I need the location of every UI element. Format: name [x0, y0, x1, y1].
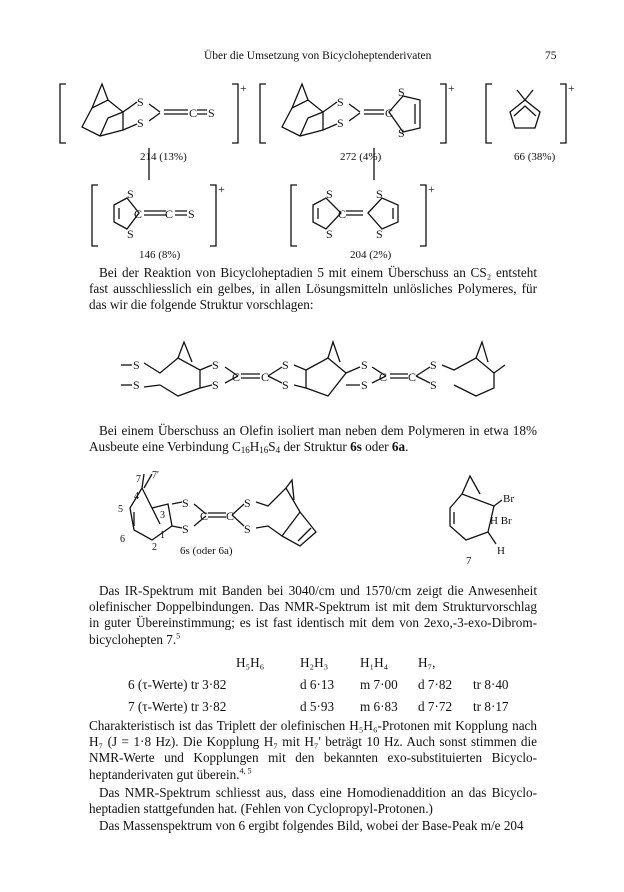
page-number: 75 [545, 50, 557, 62]
ion4-atom-s1: S [127, 187, 134, 201]
ion5-atom-s4: S [376, 227, 383, 241]
ion5-charge: + [428, 182, 435, 196]
nmr-row1-cell: d 6·13 [300, 677, 335, 692]
ion1-atom-s3: S [208, 106, 215, 120]
struct6-num-6: 6 [120, 534, 125, 545]
nmr-header-h2h3: H₂H₃ [300, 655, 329, 670]
ion4-charge: + [218, 182, 225, 196]
polymer-s2: S [133, 378, 140, 392]
struct6-num-4: 4 [134, 491, 139, 502]
struct6-num-5: 5 [118, 504, 123, 515]
ion2-atom-s2: S [337, 116, 344, 130]
polymer-s9: S [430, 358, 437, 372]
ion5-mz-label: 204 (2%) [350, 249, 392, 261]
nmr-row2-cell: d 5·93 [300, 699, 335, 714]
nmr-row2-cell: m 6·83 [360, 699, 398, 714]
struct6-num-1: 1 [160, 530, 165, 541]
ion2-atom-s4: S [398, 126, 405, 140]
ion5-atom-s2: S [326, 227, 333, 241]
polymer-s8: S [361, 378, 368, 392]
ion4-atom-c2: C [165, 207, 174, 221]
ion1-atom-c: C [189, 106, 198, 120]
struct7-h: H [497, 545, 505, 557]
polymer-s10: S [430, 378, 437, 392]
ion2-atom-s1: S [337, 95, 344, 109]
ion4-atom-c1: C [134, 207, 143, 221]
polymer-c3: C [379, 370, 388, 384]
polymer-s1: S [133, 358, 140, 372]
paragraph-polymer: Bei der Reaktion von Bicycloheptadien 5 mit einem Überschuss an CS₂ entsteht fast ausschliesslich ein gelbes, in allen Lösungsmitteln unlösliches Polymeres, für das wir die folgende Struktur vorschlagen: [89, 265, 537, 313]
polymer-structure [0, 338, 624, 406]
paragraph-mass-spectrum: Das Massenspektrum von 6 ergibt folgendes Bild, wobei der Base-Peak m/e 204 [99, 818, 524, 833]
ion2-charge: + [448, 81, 455, 95]
running-title: Über die Umsetzung von Bicycloheptenderivaten [204, 50, 432, 62]
paragraph-homodien: Das NMR-Spektrum schliesst aus, dass eine Homodienaddition an das Bicyclo-heptadien stattgefunden hat. (Fehlen von Cyclopropyl-Protonen.) [89, 785, 537, 817]
struct6-num-3: 3 [160, 510, 165, 521]
struct7-h-br: H Br [490, 515, 512, 527]
fragmentation-scheme [0, 0, 624, 265]
polymer-s5: S [282, 358, 289, 372]
polymer-s7: S [361, 358, 368, 372]
struct6-s3: S [244, 496, 251, 510]
nmr-header-h7: H₇, [418, 655, 436, 670]
ion5-atom-s3: S [376, 187, 383, 201]
nmr-row1-cell: m 7·00 [360, 677, 398, 692]
nmr-row2-label: 7 (τ-Werte) tr 3·82 [128, 699, 227, 714]
polymer-s4: S [212, 378, 219, 392]
nmr-row2-cell: d 7·72 [418, 699, 453, 714]
paragraph-coupling: Charakteristisch ist das Triplett der olefinischen H₅H₆-Protonen mit Kopplung nach H₇ (J = 1·8 Hz). Die Kopplung H₇ mit H₇' beträgt 10 Hz. Auch sonst stimmen die NMR-Werte und Kopplungen mit den bekannten exo-substituierten Bicyclo-heptanderivaten gut überein.$^{4, 5}$ [89, 718, 537, 782]
struct6-num-2: 2 [152, 542, 157, 553]
ion3-mz-label: 66 (38%) [514, 151, 556, 163]
polymer-s3: S [212, 358, 219, 372]
ion2-atom-s3: S [398, 85, 405, 99]
struct7-label: 7 [466, 555, 472, 567]
struct6-num-7prime: 7' [152, 470, 159, 481]
struct6-caption: 6s (oder 6a) [180, 545, 233, 557]
paragraph-olefin: Bei einem Überschuss an Olefin isoliert man neben dem Polymeren in etwa 18% Ausbeute eine Verbindung $C_{16}H_{16}S_4$ der Struktur 6s oder 6a. [89, 423, 537, 456]
ion5-atom-s1: S [326, 187, 333, 201]
struct6-s1: S [182, 496, 189, 510]
struct6-s2: S [182, 522, 189, 536]
ion2-atom-c: C [385, 106, 394, 120]
ion1-atom-s1: S [137, 95, 144, 109]
struct6-c2: C [226, 509, 235, 523]
struct7-br1: Br [503, 493, 514, 505]
struct6-num-7: 7 [136, 474, 141, 485]
ion1-atom-s2: S [137, 116, 144, 130]
nmr-row2-cell: tr 8·17 [473, 699, 509, 714]
polymer-c2: C [261, 370, 270, 384]
struct6-c1: C [200, 509, 209, 523]
struct6-s4: S [244, 522, 251, 536]
nmr-header-h1h4: H₁H₄ [360, 655, 389, 670]
ion5-atom-c: C [338, 207, 347, 221]
ion1-charge: + [240, 81, 247, 95]
paragraph-ir-nmr: Das IR-Spektrum mit Banden bei 3040/cm und 1570/cm zeigt die Anwesenheit olefinischer Doppelbindungen. Das NMR-Spektrum ist mit dem Strukturvorschlag in guter Übereinstimmung; es ist fast identisch mit dem von 2exo,-3-exo-Dibrom-bicyclohepten 7.$^5$ [89, 583, 537, 647]
ion2-mz-label: 272 (4%) [340, 151, 382, 163]
polymer-c1: C [232, 370, 241, 384]
structures-6-and-7 [0, 466, 624, 570]
polymer-c4: C [408, 370, 417, 384]
ion1-mz-label: 214 (13%) [140, 151, 187, 163]
ion4-atom-s3: S [188, 207, 195, 221]
nmr-row1-cell: tr 8·40 [473, 677, 509, 692]
ion4-atom-s2: S [127, 227, 134, 241]
polymer-s6: S [282, 378, 289, 392]
nmr-header-h5h6: H₅H₆ [236, 655, 265, 670]
ion3-charge: + [568, 81, 575, 95]
ion4-mz-label: 146 (8%) [139, 249, 181, 261]
nmr-row1-label: 6 (τ-Werte) tr 3·82 [128, 677, 227, 692]
nmr-row1-cell: d 7·82 [418, 677, 453, 692]
